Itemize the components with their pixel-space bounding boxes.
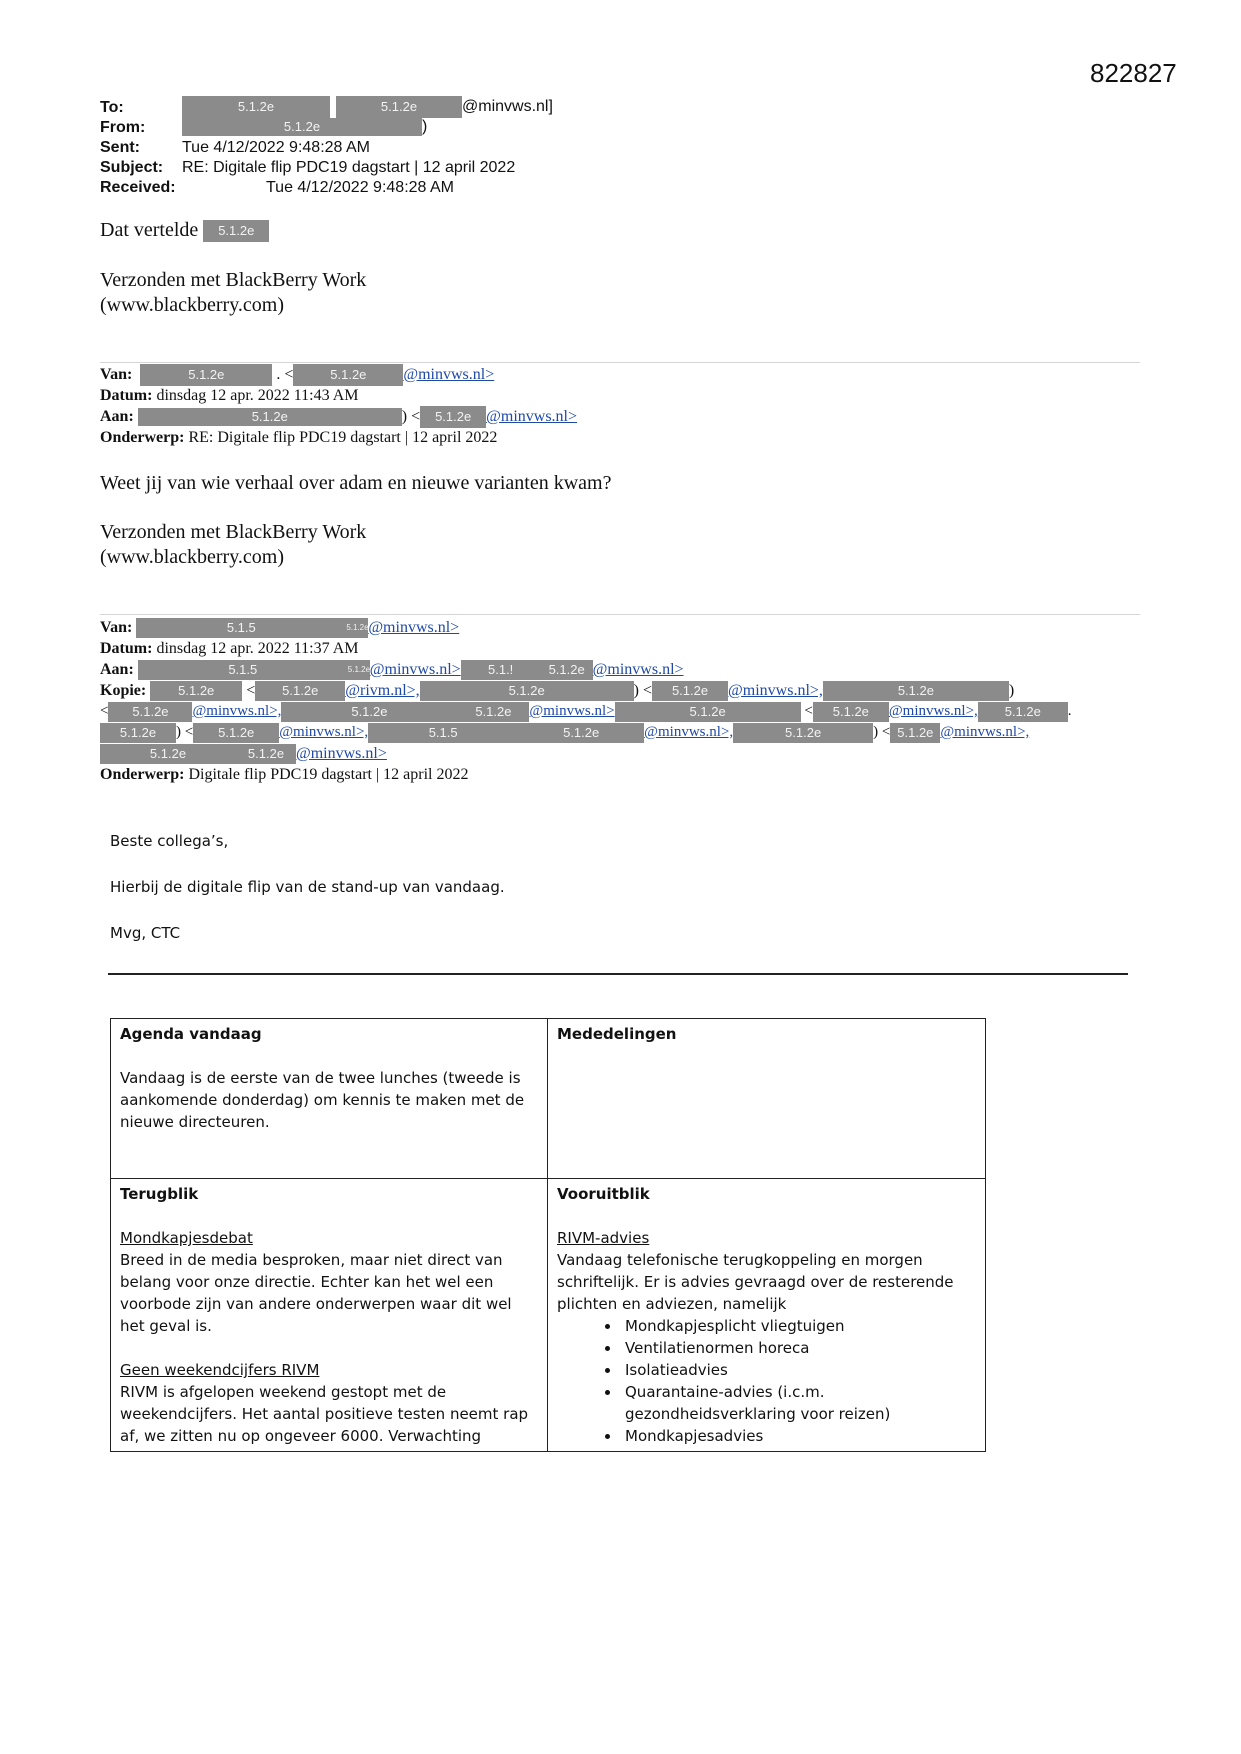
agenda-text: Vandaag is de eerste van de twee lunches (tweede is aankomende donderdag) om kennis te maken met de nieuwe directeuren.: [120, 1069, 525, 1131]
divider: [100, 614, 1140, 615]
from-close: ): [422, 118, 428, 135]
list-item: • Mondkapjesplicht vliegtuigen: [621, 1315, 976, 1337]
datum-label: Datum:: [100, 640, 153, 657]
sent-label: Sent:: [100, 139, 140, 156]
agenda-table: [110, 1018, 986, 1452]
subject-value: RE: Digitale flip PDC19 dagstart | 12 april 2022: [182, 159, 516, 176]
redaction: 5.1.2e: [336, 96, 462, 118]
list-item: • Quarantaine-advies (i.c.m. gezondheidsverklaring voor reizen): [621, 1381, 976, 1425]
quoted-body-1: Weet jij van wie verhaal over adam en nieuwe varianten kwam?: [100, 472, 612, 494]
vooruitblik-text: Vandaag telefonische terugkoppeling en morgen schriftelijk. Er is advies gevraagd over de resterende plichten en adviezen, namelijk: [557, 1251, 954, 1313]
advice-list: [557, 1315, 976, 1447]
to-domain: @minvws.nl]: [462, 98, 553, 116]
redaction: 5.1.2e: [733, 723, 873, 743]
redaction: 5.1.2e: [255, 681, 345, 701]
email-link[interactable]: @minvws.nl>: [369, 661, 461, 678]
signature: Verzonden met BlackBerry Work (www.blackberry.com): [100, 269, 367, 316]
redaction: 5.1.2e: [978, 702, 1068, 722]
redaction: 5.1.2e: [890, 723, 940, 743]
email-link[interactable]: @minvws.nl>: [296, 745, 387, 762]
onderwerp-label: Onderwerp:: [100, 429, 185, 446]
received-label: Received:: [100, 179, 176, 196]
email-link[interactable]: @minvws.nl>,: [940, 724, 1030, 740]
reply-text: Dat vertelde 5.1.2e: [100, 219, 269, 242]
redaction: 5.1.2e: [346, 618, 368, 638]
redaction: 5.1.2e: [193, 723, 279, 743]
redaction: 5.1.2e: [541, 660, 593, 680]
email-link[interactable]: @minvws.nl>: [486, 408, 578, 425]
redaction: 5.1.2e: [236, 744, 296, 764]
van-label: Van:: [100, 619, 133, 636]
sent-value: Tue 4/12/2022 9:48:28 AM: [182, 139, 370, 156]
quoted-header-2: Van: 5.1.5 5.1.2e@minvws.nl> Datum: dinsdag 12 apr. 2022 11:37 AM Aan: 5.1.5 5.1.2e@minvws.nl> 5.1.! 5.1.2e @minvws.nl> Kopie: 5.1.2e < 5.1.2e @rivm.nl>, 5.1.2e ) < 5.1.2e @minvws.nl>, 5.1.2e ) < 5.1.2e @minvws.nl>, 5.1.2e 5.1.2e @minvws.nl> 5.1.2e < 5.1.2e @minvws.nl>, 5.1.2e . 5.1.2e ) < 5.1.2e @minvws.nl>, 5.1.5 5.1.2e @minvws.nl>, 5.1.2e ) < 5.1.2e @minvws.nl>, 5.1.2e 5.1.2e @minvws.nl> Onderwerp: Digitale flip PDC19 dagstart | 12 april 2022: [100, 619, 1072, 783]
terugblik-subtitle: Mondkapjesdebat: [120, 1229, 253, 1247]
terugblik-subtitle: Geen weekendcijfers RIVM: [120, 1361, 320, 1379]
redaction: 5.1.2e: [138, 408, 402, 426]
terugblik-text: RIVM is afgelopen weekend gestopt met de weekendcijfers. Het aantal positieve testen neemt rap af, we zitten nu op ongeveer 6000. Verwachting: [120, 1383, 529, 1445]
to-label: To:: [100, 99, 124, 116]
mededelingen-title: Mededelingen: [557, 1025, 677, 1043]
list-item: • Ventilatienormen horeca: [621, 1337, 976, 1359]
redaction: 5.1.2e: [100, 744, 236, 764]
aan-label: Aan:: [100, 661, 134, 678]
redaction: 5.1.2e: [420, 681, 634, 701]
email-link[interactable]: @minvws.nl>,: [192, 703, 282, 719]
onderwerp-value: RE: Digitale flip PDC19 dagstart | 12 april 2022: [188, 429, 498, 446]
van-label: Van:: [100, 366, 133, 383]
vooruitblik-title: Vooruitblik: [557, 1185, 650, 1203]
aan-label: Aan:: [100, 408, 134, 425]
divider: [100, 362, 1140, 363]
mededelingen-cell: [548, 1019, 986, 1179]
redaction: 5.1.5: [368, 723, 518, 743]
redaction: 5.1.2e: [150, 681, 242, 701]
redaction: 5.1.2e: [281, 702, 457, 722]
redaction: 5.1.2e: [823, 681, 1009, 701]
datum-label: Datum:: [100, 387, 153, 404]
agenda-title: Agenda vandaag: [120, 1025, 262, 1043]
redaction: 5.1.2e: [100, 723, 176, 743]
redaction: 5.1.!: [461, 660, 541, 680]
redaction: 5.1.5: [136, 618, 346, 638]
email-link[interactable]: @minvws.nl>: [368, 619, 460, 636]
redaction: 5.1.2e: [652, 681, 728, 701]
redaction: 5.1.2e: [140, 364, 272, 386]
document-number: 822827: [1090, 58, 1177, 88]
from-label: From:: [100, 119, 146, 136]
closing: Mvg, CTC: [110, 924, 181, 942]
redaction: 5.1.2e: [813, 702, 889, 722]
greeting: Beste collega’s,: [110, 832, 229, 850]
datum-value: dinsdag 12 apr. 2022 11:43 AM: [156, 387, 359, 404]
redaction: 5.1.2e: [615, 702, 801, 722]
email-link[interactable]: @minvws.nl>,: [888, 703, 978, 719]
email-link[interactable]: @minvws.nl>,: [644, 724, 734, 740]
kopie-label: Kopie:: [100, 682, 147, 699]
list-item: • Isolatieadvies: [621, 1359, 976, 1381]
redaction: 5.1.2e: [457, 702, 529, 722]
redaction: 5.1.2e: [293, 364, 403, 386]
datum-value: dinsdag 12 apr. 2022 11:37 AM: [156, 640, 359, 657]
terugblik-cell: [111, 1179, 548, 1452]
redaction: 5.1.2e: [108, 702, 192, 722]
vooruitblik-subtitle: RIVM-advies: [557, 1229, 650, 1247]
redaction: 5.1.2e: [182, 118, 422, 136]
email-link[interactable]: @minvws.nl>: [529, 703, 615, 719]
email-link[interactable]: @rivm.nl>,: [345, 682, 420, 699]
onderwerp-label: Onderwerp:: [100, 766, 185, 783]
received-value: Tue 4/12/2022 9:48:28 AM: [266, 179, 454, 196]
signature: Verzonden met BlackBerry Work (www.blackberry.com): [100, 521, 367, 568]
terugblik-title: Terugblik: [120, 1185, 199, 1203]
divider: [108, 973, 1128, 975]
redaction: 5.1.5: [138, 660, 348, 680]
list-item: • Mondkapjesadvies: [621, 1425, 976, 1447]
email-link[interactable]: @minvws.nl>,: [279, 724, 369, 740]
agenda-cell: [111, 1019, 548, 1179]
quoted-header-1: Van: 5.1.2e . < 5.1.2e @minvws.nl> Datum: dinsdag 12 apr. 2022 11:43 AM Aan: 5.1.2e ) < 5.1.2e @minvws.nl> Onderwerp: RE: Digitale flip PDC19 dagstart | 12 april 2022: [100, 366, 578, 446]
vooruitblik-cell: [548, 1179, 986, 1452]
email-link[interactable]: @minvws.nl>: [592, 661, 684, 678]
redaction: 5.1.2e: [203, 220, 269, 242]
redaction: 5.1.2e: [420, 406, 486, 428]
redaction: 5.1.2e: [182, 96, 330, 118]
message-line: Hierbij de digitale flip van de stand-up van vandaag.: [110, 878, 505, 896]
terugblik-text: Breed in de media besproken, maar niet direct van belang voor onze directie. Echter kan het wel een voorbode zijn van andere onderwerpen waar dit wel het geval is.: [120, 1251, 512, 1335]
onderwerp-value: Digitale flip PDC19 dagstart | 12 april 2022: [188, 766, 469, 783]
redaction: 5.1.2e: [348, 660, 370, 680]
redaction: 5.1.2e: [518, 723, 644, 743]
email-link[interactable]: @minvws.nl>,: [728, 682, 823, 699]
subject-label: Subject:: [100, 159, 164, 176]
email-link[interactable]: @minvws.nl>: [403, 366, 495, 383]
